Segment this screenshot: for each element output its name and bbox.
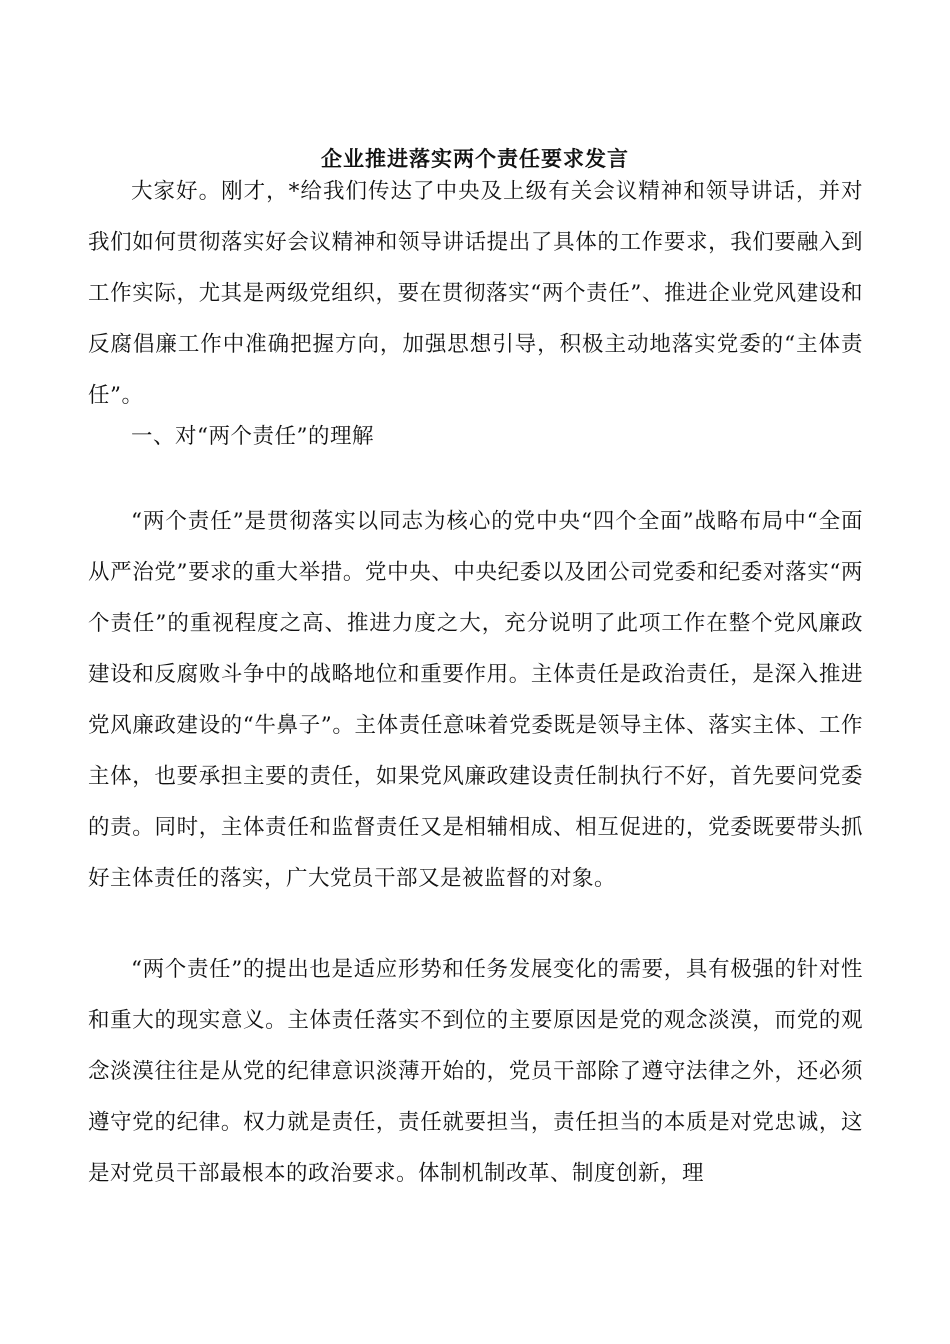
document-title: 企业推进落实两个责任要求发言 <box>321 146 629 171</box>
paragraph-body: “两个责任”的提出也是适应形势和任务发展变化的需要，具有极强的针对性和重大的现实意义。主体责任落实不到位的主要原因是党的观念淡漠，而党的观念淡漠往往是从党的纪律意识淡薄开始的，党员干部除了遵守法律之外，还必须遵守党的纪律。权力就是责任，责任就要担当，责任担当的本质是对党忠诚，这是对党员干部最根本的政治要求。体制机制改革、制度创新，理 <box>88 957 863 1186</box>
section-heading: 一、对“两个责任”的理解 <box>131 424 374 449</box>
paragraph-intro: 大家好。刚才，*给我们传达了中央及上级有关会议精神和领导讲话，并对我们如何贯彻落实好会议精神和领导讲话提出了具体的工作要求，我们要融入到工作实际，尤其是两级党组织，要在贯彻落实“两个责任”、推进企业党风建设和反腐倡廉工作中准确把握方向，加强思想引导，积极主动地落实党委的“主体责任”。 <box>88 179 863 408</box>
paragraph-body: “两个责任”是贯彻落实以同志为核心的党中央“四个全面”战略布局中“全面从严治党”要求的重大举措。党中央、中央纪委以及团公司党委和纪委对落实“两个责任”的重视程度之高、推进力度之大，充分说明了此项工作在整个党风廉政建设和反腐败斗争中的战略地位和重要作用。主体责任是政治责任，是深入推进党风廉政建设的“牛鼻子”。主体责任意味着党委既是领导主体、落实主体、工作主体，也要承担主要的责任，如果党风廉政建设责任制执行不好，首先要问党委的责。同时，主体责任和监督责任又是相辅相成、相互促进的，党委既要带头抓好主体责任的落实，广大党员干部又是被监督的对象。 <box>88 509 863 891</box>
